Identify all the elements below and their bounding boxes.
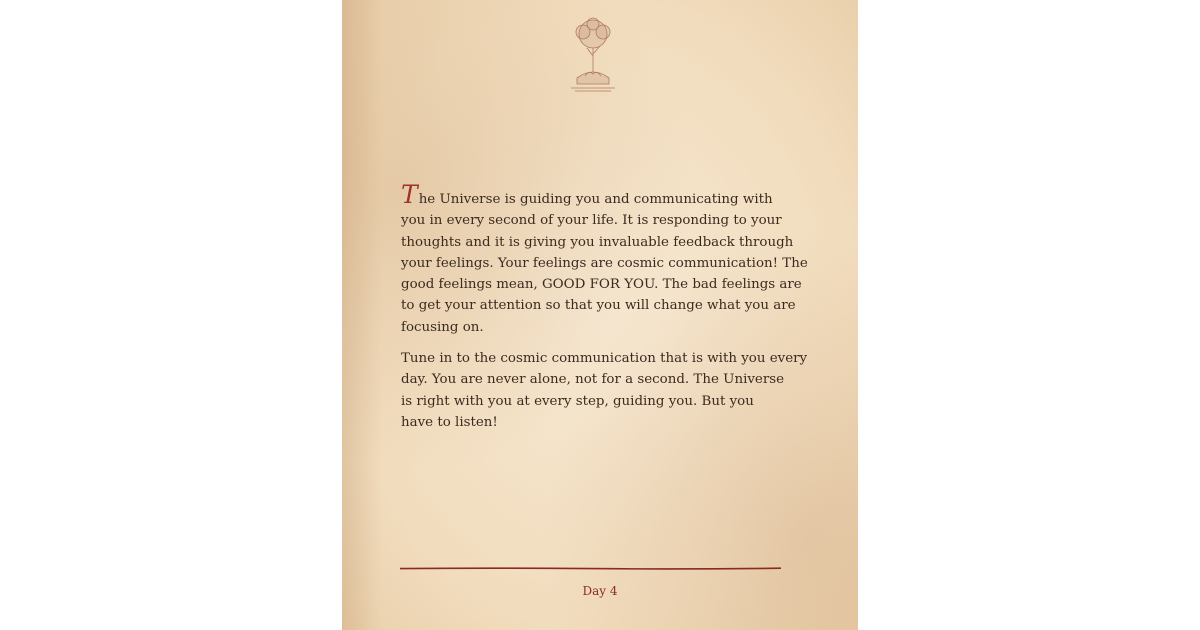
text-line: focusing on.	[401, 319, 484, 335]
book-page	[342, 0, 858, 630]
text-line: you in every second of your life. It is responding to your	[401, 213, 782, 229]
paragraph-2	[401, 348, 808, 433]
text-line: to get your attention so that you will change what you are	[401, 298, 796, 314]
text-line: have to listen!	[401, 414, 498, 430]
divider	[400, 567, 781, 570]
body-text	[401, 180, 808, 443]
text-line: your feelings. Your feelings are cosmic communication! The	[401, 255, 808, 271]
text-line: is right with you at every step, guiding you. But you	[401, 393, 754, 409]
day-label: Day 4	[582, 584, 618, 598]
paragraph-1	[401, 180, 808, 338]
drop-cap: T	[401, 180, 418, 209]
text-line: good feelings mean, GOOD FOR YOU. The bad feelings are	[401, 277, 802, 293]
text-line: thoughts and it is giving you invaluable feedback through	[401, 234, 794, 250]
text-line: The Universe is guiding you and communicating with	[401, 180, 773, 209]
text-line: Tune in to the cosmic communication that is with you every	[401, 351, 808, 367]
tree-icon	[563, 12, 623, 94]
text-line: day. You are never alone, not for a second. The Universe	[401, 372, 785, 388]
